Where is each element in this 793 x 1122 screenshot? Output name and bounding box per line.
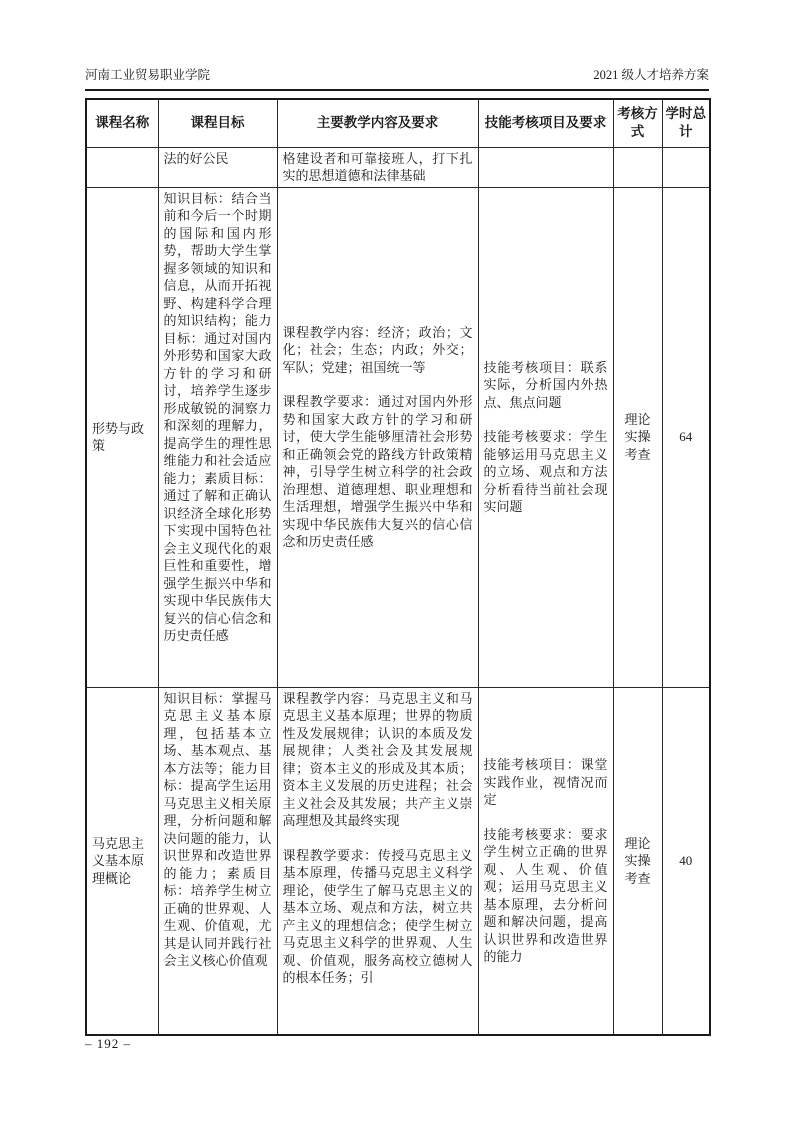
cell-content [277,187,478,687]
cell-course-name: 形势与政策 [86,187,158,687]
cell-content [277,147,478,187]
table-row-situation-policy [86,187,710,687]
cell-hours [662,147,710,187]
page-header [85,67,709,83]
table-header-row [86,99,710,147]
content-teaching-requirements: 课程教学要求：传授马克思主义基本原理，传播马克思主义科学理论，使学生了解马克思主义的基本立场、观点和方法，树立共产主义的理想信念；使学生树立马克思主义科学的世界观、人生观、价值观，服务高校立德树人的根本任务；引 [282,847,473,985]
cell-course-name: 马克思主义基本原理概论 [86,687,158,1035]
col-header-skill-assessment: 技能考核项目及要求 [478,99,613,147]
cell-skill-assessment [478,187,613,687]
course-table [85,98,711,1036]
content-teaching-content: 课程教学内容：马克思主义和马克思主义基本原理；世界的物质性及发展规律；认识的本质及发展规律；人类社会及其发展规律；资本主义的形成及其本质；资本主义发展的历史进程；社会主义社会及其发展；共产主义崇高理想及其最终实现 [282,690,473,828]
cell-skill-assessment [478,147,613,187]
content-teaching-content: 课程教学内容：经济；政治；文化；社会；生态；内政；外交；军队；党建；祖国统一等 [282,324,473,375]
skill-assessment-item: 技能考核项目：联系实际，分析国内外热点、焦点问题 [483,359,608,410]
cell-objectives: 知识目标：掌握马克思主义基本原理，包括基本立场、基本观点、基本方法等；能力目标：提高学生运用马克思主义相关原理，分析问题和解决问题的能力，认识世界和改造世界的能力；素质目标：培养学生树立正确的世界观、人生观、价值观，尤其是认同并践行社会主义核心价值观 [158,687,277,1035]
cell-objectives: 知识目标：结合当前和今后一个时期的国际和国内形势，帮助大学生掌握多领域的知识和信息，从而开拓视野、构建科学合理的知识结构；能力目标：通过对国内外形势和国家大政方针的学习和研讨，培养学生逐步形成敏锐的洞察力和深刻的理解力，提高学生的理性思维能力和社会适应能力；素质目标：通过了解和正确认识经济全球化形势下实现中国特色社会主义现代化的艰巨性和重要性，增强学生振兴中华和实现中华民族伟大复兴的信心信念和历史责任感 [158,187,277,687]
cell-objectives: 法的好公民 [158,147,277,187]
cell-method [613,147,662,187]
school-name: 河南工业贸易职业学院 [85,68,211,82]
cell-course-name [86,147,158,187]
col-header-objectives: 课程目标 [158,99,277,147]
cell-method: 理论实操考查 [613,687,662,1035]
cell-hours: 64 [662,187,710,687]
col-header-hours: 学时总计 [662,99,710,147]
col-header-content: 主要教学内容及要求 [277,99,478,147]
program-title: 2021 级人才培养方案 [593,68,709,82]
skill-assessment-requirement: 技能考核要求：学生能够运用马克思主义的立场、观点和方法分析看待当前社会现实问题 [483,429,608,514]
cell-skill-assessment [478,687,613,1035]
header-rule [85,89,709,91]
cell-method: 理论实操考查 [613,187,662,687]
skill-assessment-item: 技能考核项目：课堂实践作业，视情况而定 [483,757,608,807]
content-teaching-requirements: 课程教学要求：通过对国内外形势和国家大政方针的学习和研讨，使大学生能够厘清社会形势和正确领会党的路线方针政策精神，引导学生树立科学的社会政治理想、道德理想、职业理想和生活理想，增强学生振兴中华和实现中华民族伟大复兴的信心信念和历史责任感 [282,394,473,549]
table-row-marxism-principles [86,687,710,1035]
table-row-continuation [86,147,710,187]
cell-content [277,687,478,1035]
col-header-method: 考核方式 [613,99,662,147]
skill-assessment-requirement: 技能考核要求：要求学生树立正确的世界观、人生观、价值观；运用马克思主义基本原理，去分析问题和解决问题，提高认识世界和改造世界的能力 [483,826,608,964]
cell-hours: 40 [662,687,710,1035]
page-number: – 192 – [85,1036,131,1051]
col-header-course-name: 课程名称 [86,99,158,147]
content-paragraph: 格建设者和可靠接班人，打下扎实的思想道德和法律基础 [282,150,473,183]
